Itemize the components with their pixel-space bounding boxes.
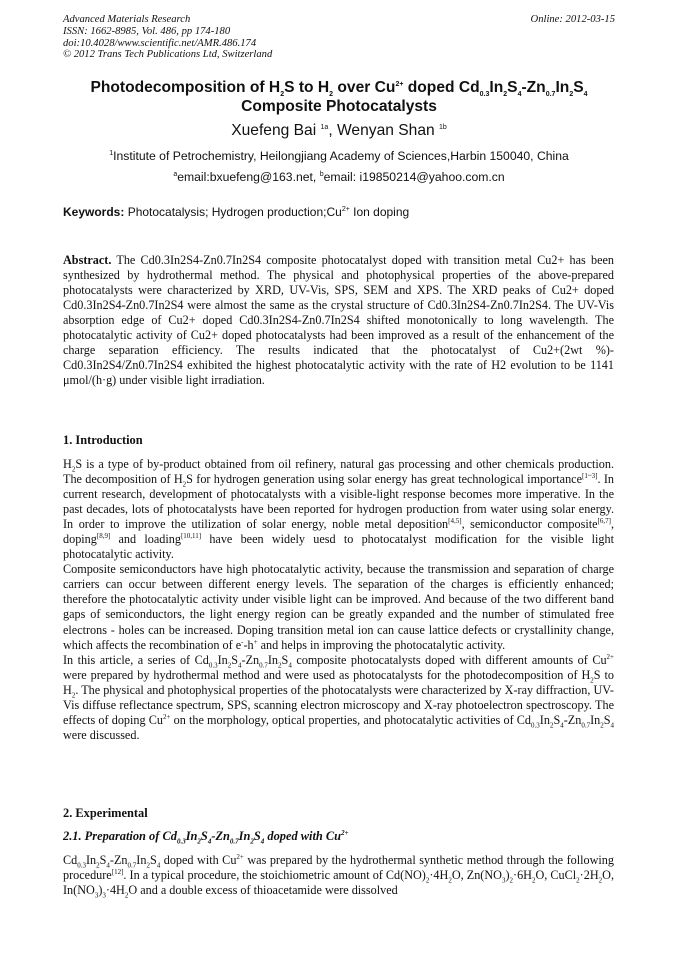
introduction-body (63, 457, 614, 743)
citation[interactable]: [1~3] (582, 471, 598, 480)
doi-line[interactable]: doi:10.4028/www.scientific.net/AMR.486.174 (63, 37, 257, 49)
intro-paragraph-2: Composite semiconductors have high photocatalytic activity, because the transmission and separation of charge carriers can occur between different energy levels. The separation of the charges is efficiently enhanced; therefore the photocatalytic activity under visible light can be improved. And because of the two different band gaps of semiconductors, the light energy region can be greatly expanded and the number of stimulated free electrons - holes can be increased. Doping transition metal ion can cause lattice defects or crystallinity change, which affects the recombination of e--h+ and helps in improving the photocatalytic activity. (63, 562, 614, 652)
paper-title (40, 78, 638, 116)
keywords: Keywords: Photocatalysis; Hydrogen $production;Cu^{2+}$ Ion doping (63, 205, 410, 219)
copyright-line: © 2012 Trans Tech Publications Ltd, Switzerland (63, 49, 273, 61)
preparation-paragraph: $Cd_{0.3}In_2S_4-Zn_{0.7}In_2S_4$ doped with $Cu^{2+}$ was prepared by the hydrothermal synthetic method through the following procedure[12]. In a typical procedure, the stoichiometric amount of $Cd(NO)_2\cdot 4H_2O$, $Zn(NO_3)_2\cdot 6H_2O$, $CuCl_2\cdot 2H_2O$, $In(NO_3)_3\cdot 4H_2O$ and a double excess of thioacetamide were dissolved (63, 852, 614, 900)
affiliation: $^1$Institute of Petrochemistry, Heilongjiang Academy of Sciences,Harbin 150040, China (109, 149, 569, 163)
title-line-2: Composite Photocatalysts (241, 98, 437, 115)
citation[interactable]: [12] (111, 867, 124, 876)
author-emails: $^a$email:bxuefeng@163.net, $^b$email: i19850214@yahoo.com.cn (173, 170, 505, 184)
abstract (63, 253, 614, 388)
authors: Xuefeng Bai $^{1a}$, Wenyan Shan $^{1b}$ (231, 122, 447, 139)
citation[interactable]: [10,11] (180, 532, 202, 541)
email-a[interactable]: email:bxuefeng@163.net, (177, 170, 320, 184)
intro-paragraph-1: $H_2S$ is a type of by-product obtained from oil refinery, natural gas processing and other chemicals production. The decomposition of $H_2S$ for hydrogen generation using solar energy has great technological importance[1~3]. In current research, development of photocatalysts with a visible-light response becomes more imperative. In the past decades, lots of photocatalysts have been reported for hydrogen production from water using solar energy. In order to improve the utilization of solar energy, noble metal deposition[4,5], semiconductor composite[6,7], doping[8,9] and loading[10,11] have been widely uesd to photocatalyst modification for the visible light photocatalytic activity. (63, 457, 614, 562)
section-heading-introduction: 1. Introduction (63, 433, 143, 447)
author-2: Wenyan Shan (336, 122, 439, 139)
journal-name: Advanced Materials Research (63, 14, 191, 25)
citation[interactable]: [8,9] (96, 532, 111, 541)
running-header (63, 14, 272, 61)
issn-line: ISSN: 1662-8985, Vol. 486, pp 174-180 (63, 25, 231, 37)
email-b[interactable]: email: i19850214@yahoo.com.cn (323, 170, 505, 184)
online-date: Online: 2012-03-15 (530, 14, 615, 25)
citation[interactable]: [4,5] (448, 517, 462, 526)
subsection-heading-2-1: 2.1. Preparation of $Cd_{0.3}In_2S_4-Zn_{0.7}In_2S_4$ doped with $Cu^{2+}$ (63, 828, 349, 846)
intro-paragraph-3: In this article, a series of $Cd_{0.3}In_2S_4-Zn_{0.7}In_2S_4$ composite photocatalysts doped with different amounts of $Cu^{2+}$ were prepared by hydrothermal method and were used as photocatalysts for the photodecomposition of $H_2S$ to $H_2$. The physical and photophysical properties of the photocatalysts were characterized by X-ray diffraction, UV-Vis diffuse reflectance spectrum, SPS, scanning electron microscopy and X-ray photoelectron spectroscopy. The effects of doping $Cu^{2+}$ on the morphology, optical properties, and photocatalytic activities of $Cd_{0.3}In_2S_4-Zn_{0.7}In_2S_4$ were discussed. (63, 652, 615, 742)
citation[interactable]: [6,7] (597, 517, 611, 526)
author-1: Xuefeng Bai (231, 122, 321, 139)
abstract-text: The Cd0.3In2S4-Zn0.7In2S4 composite photocatalyst doped with transition metal Cu2+ has been synthesized by hydrothermal method. The physical and photophysical properties of the above-prepared photocatalysts were characterized by XRD, UV-Vis, SPS, SEM and XPS. The XRD peaks of Cu2+ doped Cd0.3In2S4-Zn0.7In2S4 were almost the same as the crystal structure of Cd0.3In2S4-Zn0.7In2S4. The UV-Vis absorption edge of Cu2+ doped Cd0.3In2S4-Zn0.7In2S4 shifted monotonically to long wavelength. The photocatalytic activity of Cu2+ doped photocatalysts had been improved as a result of the enhancement of the charge separation efficiency. The results indicated that the photocatalyst of Cu2+(2wt %)-Cd0.3In2S4/Zn0.7In2S4 exhibited the highest photocatalytic activity with the rate of H2 evolution to be 1141 μmol/(h·g) under visible light irradiation. (63, 253, 614, 388)
title-line-1: Photodecomposition of $H_2S$ to $H_2$ over $Cu^{2+}$ doped $Cd_{0.3}In_2S_4-Zn_{0.7}In_2S_4$ (90, 79, 588, 99)
section-heading-experimental: 2. Experimental (63, 806, 148, 820)
keywords-label: Keywords: (63, 205, 125, 219)
abstract-label: Abstract. (63, 253, 112, 267)
